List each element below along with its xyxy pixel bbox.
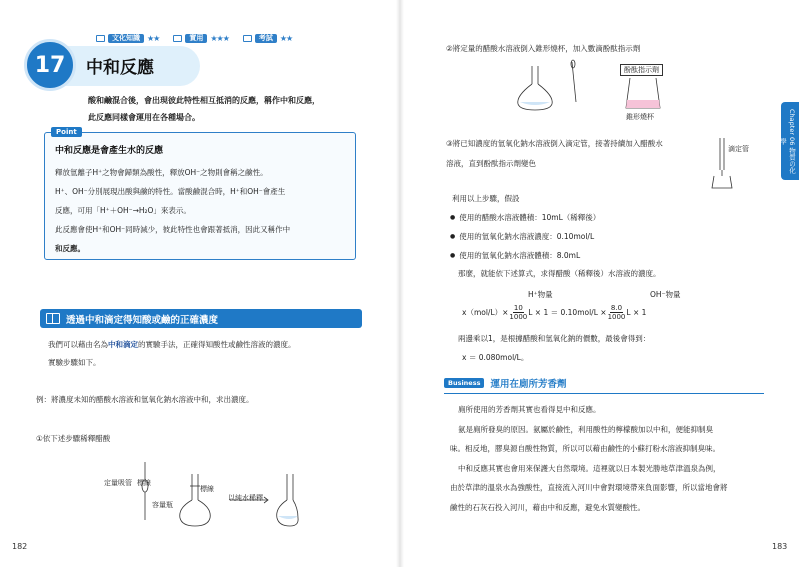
tab-label: 實用 — [185, 34, 207, 43]
business-badge: Business — [444, 378, 484, 388]
list-item: ● 使用的氫氧化鈉水溶液體積：8.0mL — [450, 246, 600, 265]
beaker-label: 錐形燒杯 — [626, 113, 654, 121]
fraction — [509, 304, 527, 321]
point-body — [55, 163, 351, 258]
pipette-label: 定量吸管 — [104, 479, 132, 487]
body-line: 廁所使用的芳香劑其實也看得見中和反應。 — [458, 405, 601, 414]
calc-intro: 那麼，就能依下述算式，求得醋酸（稀釋後）水溶液的濃度。 — [458, 269, 661, 278]
titration-setup-diagram — [510, 58, 690, 122]
graduation-label-2: 標線 — [200, 485, 214, 493]
assume-text: 利用以上步驟，假設 — [452, 194, 520, 203]
calc-note: 兩邊乘以1，是根據醋酸和氫氧化鈉的價數，最後會得到： — [458, 334, 651, 343]
result: x ＝ 0.080mol/L。 — [462, 353, 529, 362]
body-line: 中和反應其實也會用來保護大自然環境。這裡就以日本製光勝地草津溫泉為例， — [458, 463, 721, 473]
dilution-diagram — [100, 462, 300, 532]
example-text: 例：將濃度未知的醋酸水溶液和氫氧化鈉水溶液中和，求出濃度。 — [36, 395, 254, 404]
flask-label: 容量瓶 — [152, 501, 173, 509]
step-3-line: ③將已知濃度的氫氧化鈉水溶液倒入滴定管，接著持續加入醋酸水 — [446, 139, 663, 148]
chapter-side-tab: Chapter 06 物質の化學 — [781, 102, 799, 180]
conical-flask-drawing — [518, 66, 552, 110]
burette-label: 滴定管 — [728, 145, 749, 153]
body-line: 味。相反地，膠臭源自酸性物質，所以可以藉由鹼性的小蘇打粉水溶液抑制臭味。 — [450, 444, 720, 453]
section-line: 實驗步驟如下。 — [48, 358, 101, 367]
intro-line: 酸和鹼混合後，會出現彼此特性相互抵消的反應，稱作中和反應， — [88, 96, 320, 105]
difficulty-tabs — [96, 34, 292, 43]
business-body — [450, 400, 780, 517]
volumetric-flask-drawing — [180, 474, 211, 526]
fraction — [608, 304, 626, 321]
oh-amount-label: OH⁻物量 — [650, 290, 681, 299]
toolbox-icon — [173, 35, 182, 42]
pencil-icon — [243, 35, 252, 42]
tab-label: 考試 — [255, 34, 277, 43]
left-page — [0, 0, 399, 567]
point-line: 此反應會使H⁺和OH⁻同時減少，彼此特性也會跟著抵消，因此又稱作中 — [55, 225, 291, 234]
section-body — [48, 336, 368, 372]
page-title: 中和反應 — [86, 58, 154, 78]
indicator-label: 酚酞指示劑 — [620, 64, 663, 76]
open-book-icon — [46, 313, 60, 324]
equation-term: L × 1 — [626, 308, 647, 317]
dropper-drawing — [571, 60, 576, 102]
body-line: 由於草津的溫泉水為強酸性，直接流入河川中會對環境帶來負面影響，所以當地會將 — [450, 483, 728, 492]
equation-term: x（mol/L）× — [462, 308, 509, 317]
right-page — [400, 0, 799, 567]
point-line: H⁺、OH⁻分別展現出酸與鹼的特性。當酸鹼混合時，H⁺和OH⁻會產生 — [55, 187, 286, 196]
fraction-denominator: 1000 — [509, 313, 528, 321]
section-title: 透過中和滴定得知酸或鹼的正確濃度 — [66, 314, 219, 326]
point-box — [44, 128, 356, 260]
point-header — [51, 127, 82, 137]
step-2: ②將定量的醋酸水溶液倒入錐形燒杯，加入數滴酚酞指示劑 — [446, 44, 641, 53]
fraction-numerator: 10 — [513, 304, 523, 312]
star-rating: ★★★ — [210, 34, 229, 43]
business-title: 運用在廁所芳香劑 — [490, 379, 567, 390]
list-item: ● 使用的氫氧化鈉水溶液濃度：0.10mol/L — [450, 227, 600, 246]
intro-text — [88, 92, 368, 126]
diluted-flask-drawing — [277, 474, 298, 526]
point-line: 和反應。 — [55, 244, 85, 253]
business-heading — [444, 376, 764, 394]
highlight-term: 中和滴定 — [108, 340, 138, 349]
text-run: 的實驗手法，正確得知酸性或鹼性溶液的濃度。 — [138, 340, 296, 349]
water-label: 以純水稀釋 — [228, 494, 263, 502]
step-3-line: 溶液，直到酚酞指示劑變色 — [446, 159, 536, 168]
page-number: 183 — [772, 542, 788, 551]
tab-practical — [173, 34, 229, 43]
fraction-denominator: 1000 — [607, 313, 626, 321]
intro-line: 此反應同樣會運用在各種場合。 — [88, 113, 200, 122]
tab-label: 文化知識 — [108, 34, 144, 43]
fraction-numerator: 8.0 — [610, 304, 623, 312]
pipette-drawing — [142, 462, 148, 520]
list-item: ● 使用的醋酸水溶液體積：10mL（稀釋後） — [450, 208, 600, 227]
page-number: 182 — [12, 542, 28, 551]
h-amount-label: H⁺物量 — [528, 290, 553, 299]
chapter-number: 17 — [24, 39, 76, 91]
body-line: 鹼性的石灰石投入河川，藉由中和反應，避免水質變酸性。 — [450, 502, 645, 512]
tab-exam — [243, 34, 292, 43]
star-rating: ★★ — [147, 34, 160, 43]
star-rating: ★★ — [279, 34, 293, 43]
graduation-label: 標線 — [137, 479, 151, 487]
section-line — [48, 336, 368, 354]
section-heading — [40, 309, 362, 328]
step-3 — [446, 134, 716, 174]
point-line: 反應，可用「H⁺＋OH⁻→H₂O」來表示。 — [55, 206, 191, 215]
point-heading: 中和反應是會產生水的反應 — [55, 146, 164, 156]
equation-term: L × 1 ＝ 0.10mol/L × — [528, 308, 607, 317]
beaker-drawing — [626, 78, 660, 108]
point-line: 釋放氫離子H⁺之物會歸類為酸性，釋放OH⁻之物則會稱之鹼性。 — [55, 168, 268, 177]
text-run: 我們可以藉由名為 — [48, 340, 108, 349]
assumption-list — [450, 208, 600, 265]
body-line: 氨是廁所發臭的原因。氨屬於鹼性，利用酸性的檸檬酸加以中和，便能抑制臭 — [458, 424, 713, 434]
book-icon — [96, 35, 105, 42]
point-badge: Point — [51, 127, 82, 137]
tab-culture — [96, 34, 159, 43]
step-1: ①依下述步驟稀釋醋酸 — [36, 434, 111, 443]
equation — [462, 304, 646, 321]
